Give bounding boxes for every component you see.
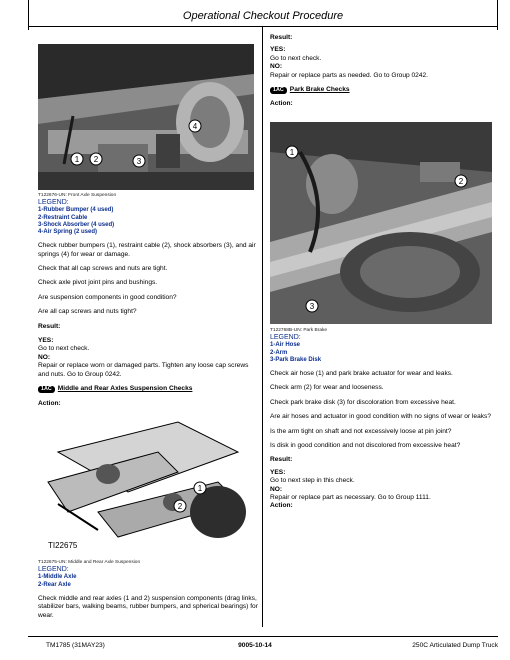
legend-title: LEGEND: (38, 199, 69, 206)
page-title: Operational Checkout Procedure (182, 10, 344, 22)
park-brake-photo (270, 122, 492, 324)
footer-page-number: 9005-10-14 (238, 642, 272, 649)
drawing-id-label: TI22675 (48, 541, 78, 550)
photo-callout-2 (90, 153, 102, 165)
check-text: Check park brake disk (3) for discoloration from excessive heat. (270, 398, 456, 406)
check-text: Check air hose (1) and park brake actuator for wear and leaks. (270, 370, 453, 378)
legend-title: LEGEND: (270, 334, 301, 341)
no-label: NO: (38, 353, 51, 361)
section-heading (38, 385, 258, 393)
svg-text:2: 2 (177, 502, 183, 511)
legend-item: 1-Rubber Bumper (4 used) (38, 207, 114, 214)
svg-text:4: 4 (192, 122, 198, 131)
svg-text:3: 3 (136, 157, 142, 166)
park-brake-illustration (270, 122, 492, 324)
yes-label: YES: (38, 337, 54, 345)
right-column-bottom-text (270, 328, 492, 511)
photo-callout-4 (189, 120, 201, 132)
section-heading (270, 86, 492, 94)
drawing-callout-2 (174, 500, 186, 512)
footer-machine-name: 250C Articulated Dump Truck (412, 642, 498, 649)
result-label: Result: (270, 456, 293, 464)
figure-caption: T122675-UN: Middle and Rear Axle Suspension (38, 560, 141, 565)
action-label: Action: (38, 399, 61, 407)
brake-callout-3 (306, 300, 318, 312)
yes-label: YES: (270, 46, 286, 54)
no-text: Repair or replace parts as needed. Go to Group 0242. (270, 71, 428, 79)
legend-item: 3-Park Brake Disk (270, 356, 322, 363)
no-text: Repair or replace worn or damaged parts. Tighten any loose cap screws and nuts. Go to Group 0242. (38, 362, 249, 378)
action-label: Action: (270, 100, 293, 108)
column-divider (262, 27, 263, 627)
section-title: Middle and Rear Axles Suspension Checks (57, 385, 193, 393)
top-rule (28, 26, 498, 27)
axle-line-drawing (38, 412, 254, 556)
check-question: Are suspension components in good condition? (38, 293, 177, 301)
action-label: Action: (270, 502, 293, 510)
svg-text:1: 1 (74, 155, 80, 164)
figure-caption: T122768B-UN: Park Brake (270, 328, 328, 333)
yes-text: Go to next step in this check. (270, 477, 355, 485)
check-text: Check middle and rear axles (1 and 2) suspension components (drag links, stabilizer bars, walking beams, rubber bumpers, and spherical bearings) for wear. (38, 594, 258, 619)
check-text: Check arm (2) for wear and looseness. (270, 384, 384, 392)
no-text: Repair or replace part as necessary. Go to Group 1111. (270, 494, 431, 502)
check-tag: 1AC (270, 87, 287, 94)
bottom-rule (28, 636, 498, 637)
result-label: Result: (270, 34, 293, 41)
figure-caption: T122676-UN: Front Axle Suspension (38, 193, 117, 198)
legend-item: 2-Rear Axle (38, 581, 71, 588)
svg-text:1: 1 (197, 484, 203, 493)
brake-callout-1 (286, 146, 298, 158)
no-label: NO: (270, 485, 283, 493)
check-question: Are air hoses and actuator in good condition with no signs of wear or leaks? (270, 413, 492, 421)
photo-callout-3 (133, 155, 145, 167)
check-tag: 1AC (38, 386, 55, 393)
legend-item: 1-Air Hose (270, 342, 301, 349)
rear-axle-suspension-drawing (38, 412, 254, 556)
left-column-bottom-text (38, 560, 258, 626)
front-axle-suspension-illustration (38, 44, 254, 190)
svg-text:1: 1 (289, 148, 295, 157)
yes-text: Go to next check. (38, 345, 90, 353)
legend-item: 1-Middle Axle (38, 574, 77, 581)
legend-item: 4-Air Spring (2 used) (38, 229, 98, 236)
legend-title: LEGEND: (38, 566, 69, 573)
footer-manual-id: TM1785 (31MAY23) (46, 642, 105, 649)
svg-text:2: 2 (93, 155, 99, 164)
check-question: Is disk in good condition and not discolored from excessive heat? (270, 442, 461, 450)
yes-text: Go to next check. (270, 54, 322, 62)
check-question: Is the arm tight on shaft and not excessively loose at pin joint? (270, 427, 452, 435)
legend-item: 2-Arm (270, 349, 288, 356)
right-column-top-text (270, 34, 492, 109)
photo-callout-1 (71, 153, 83, 165)
legend-item: 3-Shock Absorber (4 used) (38, 221, 115, 228)
svg-text:2: 2 (458, 177, 464, 186)
result-label: Result: (38, 322, 61, 330)
drawing-callout-1 (194, 482, 206, 494)
check-text: Check axle pivot joint pins and bushings. (38, 279, 158, 287)
front-axle-suspension-photo (38, 44, 254, 190)
no-label: NO: (270, 63, 283, 71)
svg-text:3: 3 (309, 302, 315, 311)
check-question: Are all cap screws and nuts tight? (38, 308, 137, 316)
legend-item: 2-Restraint Cable (38, 214, 88, 221)
yes-label: YES: (270, 468, 286, 476)
brake-callout-2 (455, 175, 467, 187)
check-text: Check rubber bumpers (1), restraint cable (2), shock absorbers (3), and air springs (4) for wear or damage. (38, 242, 256, 258)
check-text: Check that all cap screws and nuts are tight. (38, 265, 168, 273)
left-column-text (38, 193, 258, 408)
section-title: Park Brake Checks (289, 86, 350, 94)
